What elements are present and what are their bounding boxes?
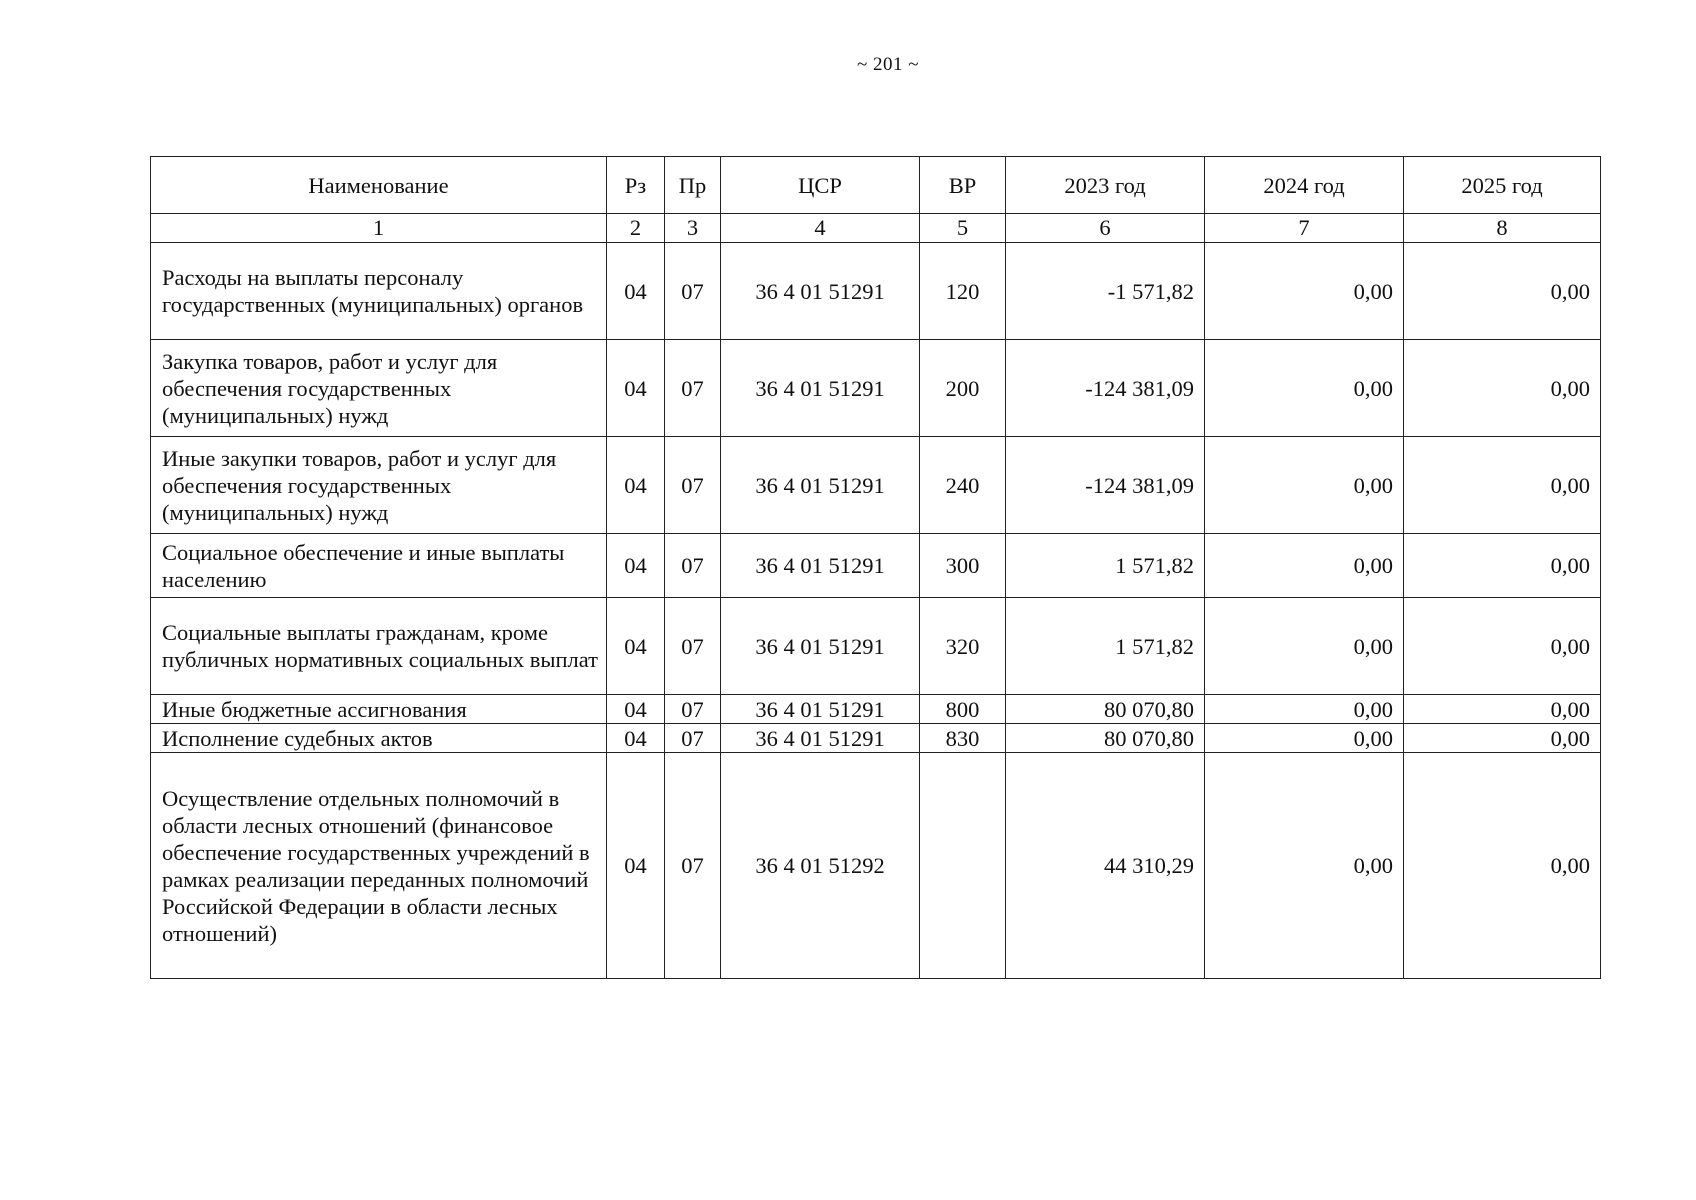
table-row	[151, 598, 1601, 695]
cell-csr: 36 4 01 51291	[721, 243, 920, 340]
column-number: 4	[721, 214, 920, 243]
cell-vr: 320	[920, 598, 1006, 695]
cell-2025: 0,00	[1404, 534, 1601, 598]
cell-2025: 0,00	[1404, 340, 1601, 437]
table-row	[151, 243, 1601, 340]
column-number: 2	[607, 214, 665, 243]
header-vr: ВР	[920, 157, 1006, 214]
cell-csr: 36 4 01 51291	[721, 695, 920, 724]
cell-2025: 0,00	[1404, 243, 1601, 340]
cell-name: Закупка товаров, работ и услуг для обеспечения государственных (муниципальных) нужд	[151, 340, 607, 437]
cell-name: Социальное обеспечение и иные выплаты населению	[151, 534, 607, 598]
cell-vr: 830	[920, 724, 1006, 753]
cell-2024: 0,00	[1205, 598, 1404, 695]
table-row	[151, 340, 1601, 437]
column-number: 3	[665, 214, 721, 243]
cell-pr: 07	[665, 534, 721, 598]
header-2023: 2023 год	[1006, 157, 1205, 214]
cell-csr: 36 4 01 51291	[721, 598, 920, 695]
cell-csr: 36 4 01 51291	[721, 340, 920, 437]
cell-2024: 0,00	[1205, 534, 1404, 598]
cell-pr: 07	[665, 437, 721, 534]
header-row	[151, 157, 1601, 214]
cell-2024: 0,00	[1205, 695, 1404, 724]
cell-2025: 0,00	[1404, 753, 1601, 979]
header-2024: 2024 год	[1205, 157, 1404, 214]
cell-pr: 07	[665, 340, 721, 437]
cell-2023: -124 381,09	[1006, 437, 1205, 534]
header-name: Наименование	[151, 157, 607, 214]
table-row	[151, 534, 1601, 598]
cell-rz: 04	[607, 598, 665, 695]
column-number-row	[151, 214, 1601, 243]
cell-2024: 0,00	[1205, 437, 1404, 534]
cell-2024: 0,00	[1205, 724, 1404, 753]
cell-2025: 0,00	[1404, 437, 1601, 534]
cell-2025: 0,00	[1404, 724, 1601, 753]
cell-rz: 04	[607, 243, 665, 340]
cell-vr: 300	[920, 534, 1006, 598]
table-row	[151, 437, 1601, 534]
cell-vr: 800	[920, 695, 1006, 724]
cell-name: Расходы на выплаты персоналу государственных (муниципальных) органов	[151, 243, 607, 340]
cell-2023: -124 381,09	[1006, 340, 1205, 437]
cell-name: Социальные выплаты гражданам, кроме публичных нормативных социальных выплат	[151, 598, 607, 695]
cell-name: Исполнение судебных актов	[151, 724, 607, 753]
header-pr: Пр	[665, 157, 721, 214]
cell-rz: 04	[607, 724, 665, 753]
cell-pr: 07	[665, 598, 721, 695]
column-number: 8	[1404, 214, 1601, 243]
cell-csr: 36 4 01 51292	[721, 753, 920, 979]
cell-csr: 36 4 01 51291	[721, 437, 920, 534]
table-row	[151, 753, 1601, 979]
cell-2024: 0,00	[1205, 753, 1404, 979]
cell-name: Иные бюджетные ассигнования	[151, 695, 607, 724]
cell-rz: 04	[607, 340, 665, 437]
column-number: 5	[920, 214, 1006, 243]
column-number: 7	[1205, 214, 1404, 243]
cell-2024: 0,00	[1205, 243, 1404, 340]
cell-vr: 200	[920, 340, 1006, 437]
cell-2025: 0,00	[1404, 695, 1601, 724]
cell-pr: 07	[665, 243, 721, 340]
cell-rz: 04	[607, 695, 665, 724]
cell-2023: 1 571,82	[1006, 534, 1205, 598]
cell-pr: 07	[665, 695, 721, 724]
cell-2023: 80 070,80	[1006, 724, 1205, 753]
column-number: 6	[1006, 214, 1205, 243]
cell-2025: 0,00	[1404, 598, 1601, 695]
cell-2024: 0,00	[1205, 340, 1404, 437]
cell-pr: 07	[665, 724, 721, 753]
budget-table	[150, 156, 1601, 979]
header-2025: 2025 год	[1404, 157, 1601, 214]
cell-rz: 04	[607, 534, 665, 598]
cell-rz: 04	[607, 753, 665, 979]
cell-pr: 07	[665, 753, 721, 979]
cell-2023: 80 070,80	[1006, 695, 1205, 724]
header-rz: Рз	[607, 157, 665, 214]
cell-name: Осуществление отдельных полномочий в области лесных отношений (финансовое обеспечение государственных учреждений в рамках реализации переданных полномочий Российской Федерации в области лесных отношений)	[151, 753, 607, 979]
header-csr: ЦСР	[721, 157, 920, 214]
cell-name: Иные закупки товаров, работ и услуг для обеспечения государственных (муниципальных) нужд	[151, 437, 607, 534]
table-row	[151, 724, 1601, 753]
cell-vr: 120	[920, 243, 1006, 340]
page-number: ~ 201 ~	[856, 54, 920, 75]
cell-csr: 36 4 01 51291	[721, 724, 920, 753]
cell-2023: 1 571,82	[1006, 598, 1205, 695]
cell-csr: 36 4 01 51291	[721, 534, 920, 598]
cell-vr: 240	[920, 437, 1006, 534]
cell-2023: 44 310,29	[1006, 753, 1205, 979]
column-number: 1	[151, 214, 607, 243]
cell-vr	[920, 753, 1006, 979]
cell-rz: 04	[607, 437, 665, 534]
table-row	[151, 695, 1601, 724]
cell-2023: -1 571,82	[1006, 243, 1205, 340]
